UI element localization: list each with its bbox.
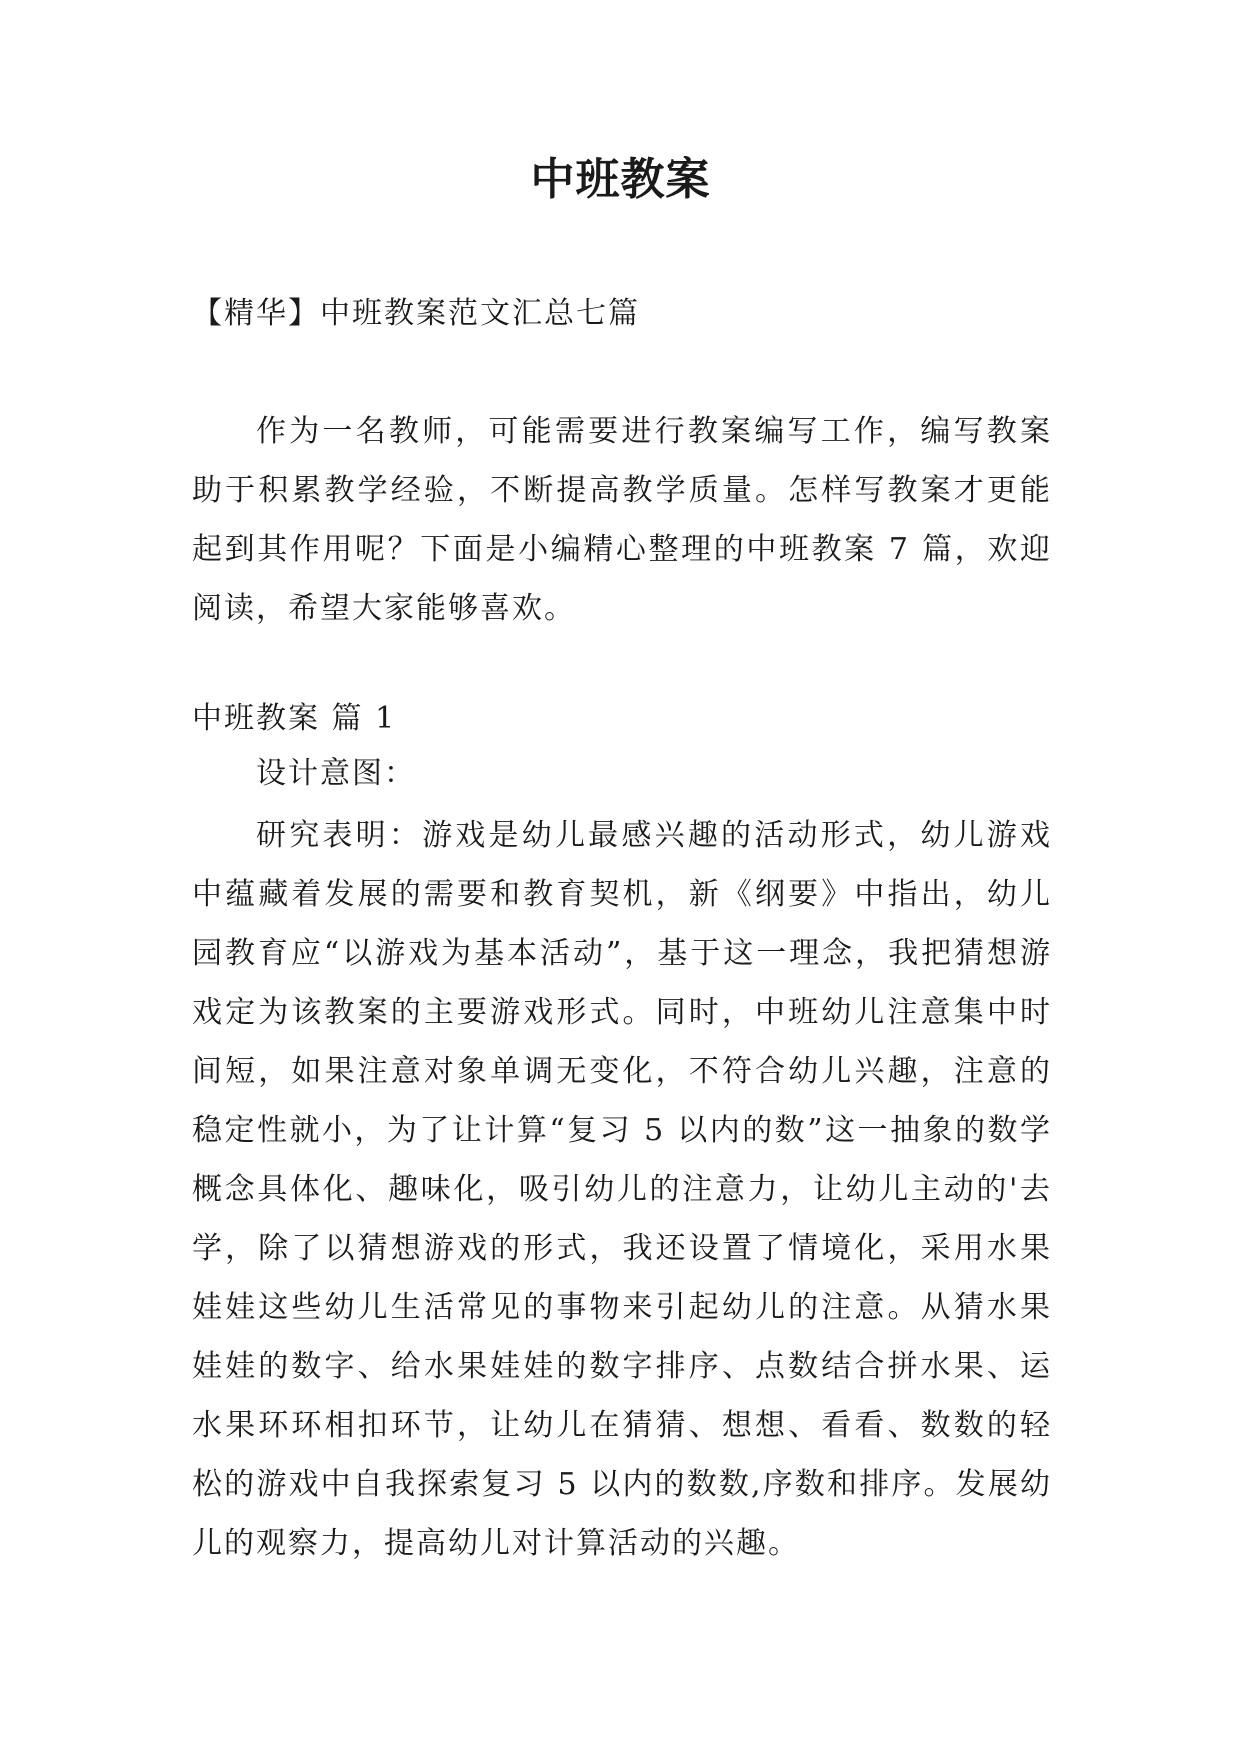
section-heading: 中班教案 篇 1 xyxy=(192,701,397,736)
document-title: 中班教案 xyxy=(530,154,711,205)
research-paragraph: 研究表明：游戏是幼儿最感兴趣的活动形式，幼儿游戏中蕴藏着发展的需要和教育契机，新《纲要》中指出，幼儿园教育应“以游戏为基本活动”，基于这一理念，我把猜想游戏定为该教案的主要游戏形式。同时，中班幼儿注意集中时间短，如果注意对象单调无变化，不符合幼儿兴趣，注意的稳定性就小，为了让计算“复习 5 以内的数”这一抽象的数学概念具体化、趣味化，吸引幼儿的注意力，让幼儿主动的'去学，除了以猜想游戏的形式，我还设置了情境化，采用水果娃娃这些幼儿生活常见的事物来引起幼儿的注意。从猜水果娃娃的数字、给水果娃娃的数字排序、点数结合拼水果、运水果环环相扣环节，让幼儿在猜猜、想想、看看、数数的轻松的游戏中自我探索复习 5 以内的数数,序数和排序。发展幼儿的观察力，提高幼儿对计算活动的兴趣。 xyxy=(192,818,1052,1561)
design-intent-label: 设计意图： xyxy=(256,756,416,791)
intro-paragraph: 作为一名教师，可能需要进行教案编写工作，编写教案助于积累教学经验，不断提高教学质量。怎样写教案才更能起到其作用呢？下面是小编精心整理的中班教案 7 篇，欢迎阅读，希望大家能够喜欢。 xyxy=(192,414,1052,626)
document-subtitle: 【精华】中班教案范文汇总七篇 xyxy=(192,296,640,331)
